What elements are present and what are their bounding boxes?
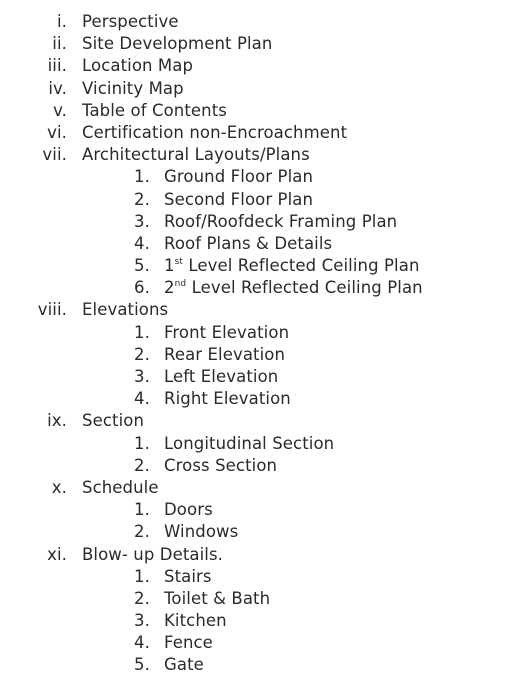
subitem-title: Ground Floor Plan: [164, 167, 314, 187]
subitem-title: Left Elevation: [164, 367, 279, 386]
toc-subitem: [0, 632, 527, 654]
subitem-number: 1.: [134, 322, 150, 342]
toc-section: [0, 100, 527, 122]
toc-subitem: [0, 322, 527, 344]
section-numeral: viii.: [37, 300, 67, 320]
section-numeral: v.: [53, 100, 67, 120]
subitem-title: Rear Elevation: [164, 344, 286, 364]
subitem-number: 2.: [134, 455, 150, 475]
subitem-title-wrap: [164, 566, 212, 588]
subitem-title-wrap: [164, 388, 291, 410]
subitem-title-wrap: [164, 632, 213, 654]
subitem-title-wrap: [164, 499, 213, 521]
toc-section: [0, 410, 527, 432]
section-title: Table of Contents: [82, 100, 227, 120]
toc-subitem: [0, 588, 527, 610]
section-title: Vicinity Map: [82, 78, 184, 98]
subitem-title-wrap: [164, 521, 238, 543]
subitem-number: 4.: [134, 633, 150, 653]
subitem-title-wrap: [164, 654, 204, 676]
subitem-title: Roof Plans & Details: [164, 233, 333, 253]
subitem-title-wrap: [164, 344, 285, 366]
subitem-number: 1.: [134, 167, 150, 187]
subitem-title-wrap: [164, 189, 313, 211]
table-of-contents: [0, 11, 527, 677]
subitem-title: Fence: [164, 633, 213, 653]
toc-subitem: [0, 189, 527, 211]
subitem-ordinal-suffix: nd: [174, 279, 187, 290]
toc-section: [0, 299, 527, 321]
subitem-number: 2.: [134, 588, 150, 608]
subitem-title: Gate: [164, 655, 204, 675]
toc-subitem: [0, 433, 527, 455]
toc-subitem: [0, 166, 527, 188]
subitem-number: 3.: [134, 367, 150, 386]
section-numeral: ix.: [47, 411, 67, 431]
section-title: Certification non-Encroachment: [82, 122, 348, 142]
subitem-number: 5.: [134, 655, 150, 675]
subitem-title: Stairs: [164, 566, 212, 586]
subitem-title-wrap: [164, 211, 397, 233]
subitem-number: 3.: [134, 211, 150, 231]
section-title: Perspective: [82, 12, 179, 31]
subitem-title: Doors: [164, 500, 213, 520]
toc-section: [0, 33, 527, 55]
toc-section: [0, 78, 527, 100]
section-numeral: vii.: [42, 145, 67, 165]
subitem-title-wrap: [164, 366, 278, 388]
toc-subitem: [0, 521, 527, 543]
subitem-number: 2.: [134, 522, 150, 542]
subitem-title-wrap: [164, 433, 334, 455]
toc-subitem: [0, 344, 527, 366]
subitem-title-wrap: [164, 588, 270, 610]
toc-subitem: [0, 366, 527, 388]
subitem-number: 1.: [134, 566, 150, 586]
subitem-number: 2.: [134, 344, 150, 364]
subitem-ordinal: 2: [164, 278, 175, 298]
section-title: Schedule: [82, 477, 159, 497]
section-numeral: vi.: [47, 122, 67, 142]
toc-section: [0, 122, 527, 144]
toc-subitem: [0, 277, 527, 299]
section-title: Section: [82, 411, 145, 431]
toc-subitem: [0, 211, 527, 233]
subitem-number: 4.: [134, 389, 150, 409]
toc-section: [0, 144, 527, 166]
toc-subitem: [0, 654, 527, 676]
subitem-number: 3.: [134, 611, 150, 631]
toc-section: [0, 55, 527, 77]
section-numeral: x.: [51, 477, 67, 497]
subitem-number: 4.: [134, 233, 150, 253]
section-numeral: ii.: [52, 34, 67, 54]
subitem-title: Right Elevation: [164, 389, 291, 409]
subitem-title-wrap: [164, 233, 332, 255]
section-numeral: iii.: [47, 56, 67, 76]
section-numeral: i.: [56, 12, 67, 31]
subitem-title: Front Elevation: [164, 322, 290, 342]
subitem-title-wrap: [164, 455, 277, 477]
section-title: Elevations: [82, 300, 169, 320]
subitem-ordinal: 1: [164, 256, 175, 276]
subitem-ordinal-suffix: st: [174, 257, 184, 268]
toc-subitem: [0, 255, 527, 277]
subitem-title-wrap: [164, 255, 420, 277]
subitem-title: Level Reflected Ceiling Plan: [183, 256, 420, 276]
subitem-title: Longitudinal Section: [164, 433, 335, 453]
toc-section: [0, 477, 527, 499]
section-title: Site Development Plan: [82, 34, 273, 54]
toc-subitem: [0, 455, 527, 477]
subitem-title: Toilet & Bath: [164, 588, 271, 608]
section-title: Architectural Layouts/Plans: [82, 145, 310, 165]
subitem-title-wrap: [164, 610, 227, 632]
subitem-number: 6.: [134, 278, 150, 298]
toc-section: [0, 11, 527, 33]
toc-subitem: [0, 233, 527, 255]
subitem-title: Kitchen: [164, 611, 227, 631]
subitem-title: Second Floor Plan: [164, 189, 314, 209]
toc-section: [0, 544, 527, 566]
section-numeral: xi.: [47, 544, 67, 564]
subitem-title: Windows: [164, 522, 239, 542]
subitem-number: 1.: [134, 500, 150, 520]
toc-subitem: [0, 566, 527, 588]
toc-subitem: [0, 610, 527, 632]
subitem-number: 1.: [134, 433, 150, 453]
section-title: Blow- up Details.: [82, 544, 224, 564]
subitem-title-wrap: [164, 277, 423, 299]
subitem-number: 2.: [134, 189, 150, 209]
subitem-title: Cross Section: [164, 455, 278, 475]
subitem-title: Roof/Roofdeck Framing Plan: [164, 211, 398, 231]
subitem-title: Level Reflected Ceiling Plan: [186, 278, 423, 298]
section-title: Location Map: [82, 56, 194, 76]
subitem-title-wrap: [164, 166, 313, 188]
section-numeral: iv.: [48, 78, 67, 98]
subitem-number: 5.: [134, 256, 150, 276]
subitem-title-wrap: [164, 322, 289, 344]
toc-subitem: [0, 499, 527, 521]
toc-subitem: [0, 388, 527, 410]
